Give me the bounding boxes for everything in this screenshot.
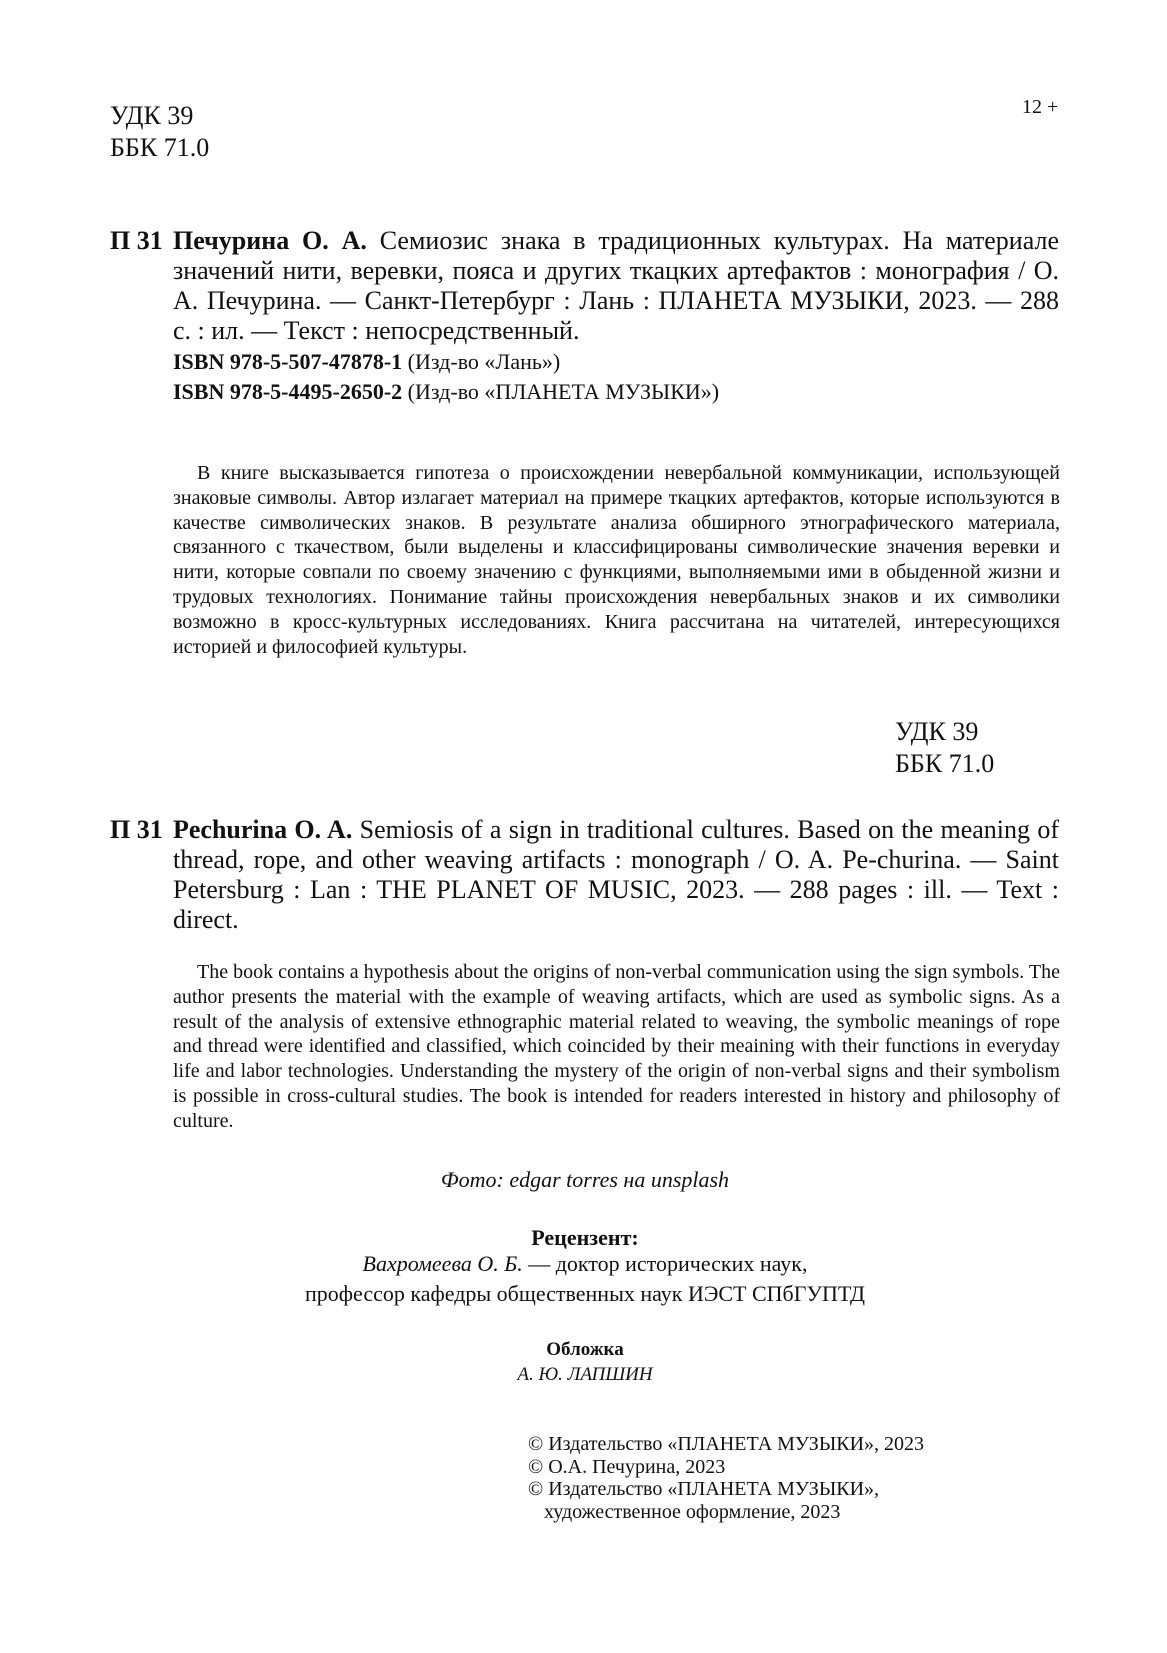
photo-credit: Фото: edgar torres на unsplash [440, 1167, 730, 1192]
reviewer-heading: Рецензент: [531, 1225, 639, 1250]
reviewer-line-1 [110, 1249, 1060, 1279]
ru-entry-body [173, 226, 1059, 346]
copyright-line-3: © Издательство «ПЛАНЕТА МУЗЫКИ», [528, 1478, 880, 1500]
reviewer-degree: — доктор исторических наук, [522, 1251, 808, 1276]
udk-code: УДК 39 [110, 101, 194, 130]
age-rating: 12 + [1022, 96, 1059, 118]
isbn-lan [173, 347, 560, 377]
isbn-planeta-number: ISBN 978-5-4495-2650-2 [173, 379, 403, 404]
udk-bbk-top [110, 100, 209, 164]
en-entry-body [173, 815, 1059, 935]
cover-designer: А. Ю. ЛАПШИН [517, 1364, 653, 1385]
isbn-lan-number: ISBN 978-5-507-47878-1 [173, 349, 403, 374]
isbn-lan-publisher: (Изд-во «Лань») [407, 349, 561, 374]
en-description: Semiosis of a sign in traditional cultures. Based on the meaning of thread, rope, and other weaving artifacts : monograph / O. A. Pe-churina. — Saint Petersburg : Lan : THE PLANET OF MUSIC, 2023. — 288 pages : ill. — Text : direct. [173, 815, 1060, 934]
author-sign-code: П 31 [110, 226, 163, 255]
en-author-sign-code: П 31 [110, 815, 163, 844]
reviewer-line-2: профессор кафедры общественных наук ИЭСТ СПбГУПТД [304, 1281, 865, 1306]
ru-abstract: В книге высказывается гипотеза о происхождении невербальной коммуникации, использующей знаковые символы. Автор излагает материал на примере ткацких артефактов, которые используются в качестве символических знаков. В результате анализа обширного этнографического материала, связанного с ткачеством, были выделены и классифицированы символические значения веревки и нити, которые совпали по своему значению с функциями, выполняемыми ими в обыденной жизни и трудовых технологиях. Понимание тайны происхождения невербальных знаков и их символики возможно в кросс-культурных исследованиях. Книга рассчитана на читателей, интересующихся историей и философией культуры. [173, 462, 1060, 658]
bbk-code-right: ББК 71.0 [895, 749, 995, 778]
bbk-code: ББК 71.0 [110, 133, 210, 162]
udk-bbk-right [895, 716, 994, 780]
copyright-line-4: художественное оформление, 2023 [544, 1500, 841, 1523]
cover-heading: Обложка [546, 1339, 624, 1360]
udk-code-right: УДК 39 [895, 717, 979, 746]
en-abstract: The book contains a hypothesis about the origins of non-verbal communication using the sign symbols. The author presents the material with the example of weaving artifacts, which are used as symbolic signs. As a result of the analysis of extensive ethnographic material related to weaving, the symbolic meanings of rope and thread were identified and classified, which coincided by their meaining with their functions in everyday life and labor technologies. Understanding the mystery of the origin of non-verbal signs and their symbolism is possible in cross-cultural studies. The book is intended for readers interested in history and philosophy of culture. [173, 961, 1060, 1132]
copyright-line-2: © О.А. Печурина, 2023 [528, 1455, 726, 1478]
copyright-line-1: © Издательство «ПЛАНЕТА МУЗЫКИ», 2023 [528, 1433, 925, 1455]
reviewer-name: Вахромеева О. Б. [362, 1251, 523, 1276]
isbn-planeta-publisher: (Изд-во «ПЛАНЕТА МУЗЫКИ») [407, 379, 720, 404]
isbn-planeta [173, 377, 719, 407]
en-author: Pechurina O. A. [173, 815, 353, 844]
copyright-block [528, 1433, 924, 1523]
ru-description: Семиозис знака в традиционных культурах. На материале значений нити, веревки, пояса и других ткацких артефактов : монография / О. А. Печурина. — Санкт-Петербург : Лань : ПЛАНЕТА МУЗЫКИ, 2023. — 288 с. : ил. — Текст : непосредственный. [173, 226, 1060, 345]
ru-author: Печурина О. А. [173, 226, 367, 255]
